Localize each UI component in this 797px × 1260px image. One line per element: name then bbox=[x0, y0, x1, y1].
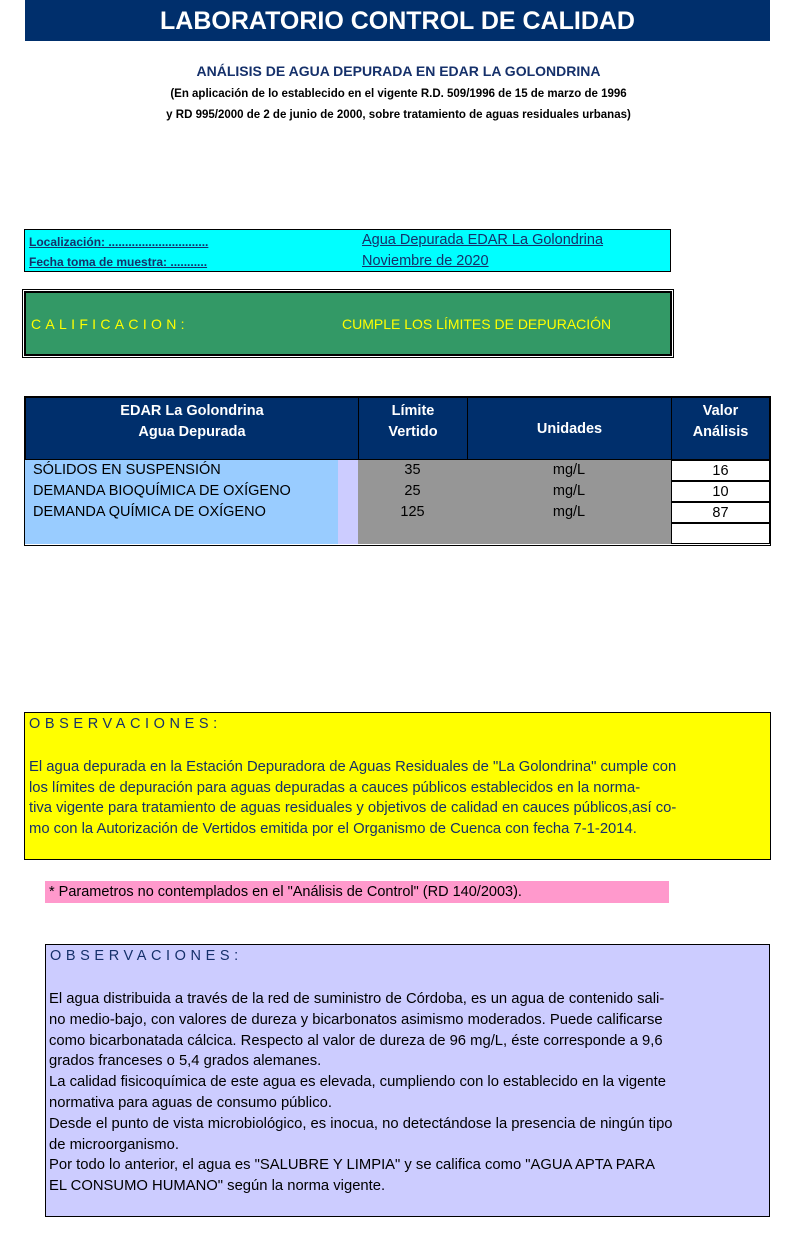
qualification-label: CALIFICACION: bbox=[31, 316, 189, 332]
table-row-parameter bbox=[25, 523, 338, 544]
location-label: Localización: .............................. bbox=[29, 235, 209, 249]
table-row-limit: 25 bbox=[358, 481, 467, 502]
observations-line: tiva vigente para tratamiento de aguas residuales y objetivos de calidad en cauces públicos,así co- bbox=[29, 800, 677, 816]
column-header-value-line2: Análisis bbox=[692, 424, 749, 440]
table-row-spacer bbox=[338, 460, 358, 481]
observations-line: normativa para aguas de consumo público. bbox=[49, 1094, 332, 1111]
table-row-limit bbox=[358, 523, 467, 544]
sample-location-box bbox=[24, 229, 671, 272]
observations-distributed-water bbox=[45, 944, 770, 1217]
table-row-value: 16 bbox=[671, 460, 770, 481]
page-title: LABORATORIO CONTROL DE CALIDAD bbox=[25, 0, 770, 41]
table-row-value: 10 bbox=[671, 481, 770, 502]
observations-line: EL CONSUMO HUMANO" según la norma vigente. bbox=[49, 1178, 386, 1195]
qualification-result: CUMPLE LOS LÍMITES DE DEPURACIÓN bbox=[342, 316, 612, 332]
footnote-parameters: * Parametros no contemplados en el "Análisis de Control" (RD 140/2003). bbox=[45, 881, 669, 903]
observations-line: La calidad fisicoquímica de este agua es elevada, cumpliendo con lo establecido en la vigente bbox=[49, 1074, 666, 1091]
table-row-spacer bbox=[338, 481, 358, 502]
column-header-limit bbox=[358, 397, 468, 460]
table-row-value: 87 bbox=[671, 502, 770, 523]
table-row-value bbox=[671, 523, 770, 544]
observations-line: El agua depurada en la Estación Depuradora de Aguas Residuales de "La Golondrina" cumple con bbox=[29, 759, 677, 775]
observations-text bbox=[29, 757, 767, 839]
table-row-units: mg/L bbox=[467, 502, 671, 523]
observations-line: Desde el punto de vista microbiológico, es inocua, no detectándose la presencia de ningún tipo bbox=[49, 1115, 673, 1132]
observations-line: Por todo lo anterior, el agua es "SALUBRE Y LIMPIA" y se califica como "AGUA APTA PARA bbox=[49, 1157, 655, 1174]
table-row-limit: 125 bbox=[358, 502, 467, 523]
table-row-spacer bbox=[338, 523, 358, 544]
column-header-limit-line1: Límite bbox=[391, 403, 435, 419]
observations-line: grados franceses o 5,4 grados alemanes. bbox=[49, 1053, 322, 1070]
table-row-parameter: DEMANDA BIOQUÍMICA DE OXÍGENO bbox=[25, 481, 338, 502]
observations-text bbox=[49, 989, 767, 1197]
table-row-units bbox=[467, 523, 671, 544]
sample-date-value: Noviembre de 2020 bbox=[362, 253, 489, 269]
qualification-box bbox=[24, 291, 672, 356]
legal-reference-line-1: (En aplicación de lo establecido en el vigente R.D. 509/1996 de 15 de marzo de 1996 bbox=[170, 88, 627, 100]
observations-line: mo con la Autorización de Vertidos emitida por el Organismo de Cuenca con fecha 7-1-2014. bbox=[29, 820, 637, 837]
table-row-parameter: DEMANDA QUÍMICA DE OXÍGENO bbox=[25, 502, 338, 523]
analysis-table bbox=[24, 396, 771, 546]
table-row-units: mg/L bbox=[467, 460, 671, 481]
table-row-limit: 35 bbox=[358, 460, 467, 481]
location-value: Agua Depurada EDAR La Golondrina bbox=[362, 232, 604, 248]
column-header-parameter-line2: Agua Depurada bbox=[138, 424, 246, 440]
observations-line: no medio-bajo, con valores de dureza y bicarbonatos asimismo moderados. Puede calificarse bbox=[49, 1011, 663, 1028]
observations-treated-water bbox=[24, 712, 771, 860]
column-header-value bbox=[671, 397, 770, 460]
table-row-spacer bbox=[338, 502, 358, 523]
column-header-value-line1: Valor bbox=[702, 403, 739, 419]
observations-title: OBSERVACIONES: bbox=[50, 948, 243, 964]
observations-line: los límites de depuración para aguas depuradas a cauces públicos establecidos en la norma- bbox=[29, 779, 641, 796]
table-row-parameter: SÓLIDOS EN SUSPENSIÓN bbox=[25, 460, 338, 481]
observations-line: como bicarbonatada cálcica. Respecto al valor de dureza de 96 mg/L, éste corresponde a 9,6 bbox=[49, 1032, 663, 1049]
legal-reference-line-2: y RD 995/2000 de 2 de junio de 2000, sobre tratamiento de aguas residuales urbanas) bbox=[166, 109, 631, 121]
column-header-parameter-line1: EDAR La Golondrina bbox=[120, 403, 264, 419]
observations-line: El agua distribuida a través de la red de suministro de Córdoba, es un agua de contenido sali- bbox=[49, 991, 665, 1007]
observations-line: de microorganismo. bbox=[49, 1136, 179, 1153]
observations-title: OBSERVACIONES: bbox=[29, 716, 222, 732]
column-header-parameter bbox=[25, 397, 359, 460]
sample-date-label: Fecha toma de muestra: ........... bbox=[29, 255, 208, 269]
column-header-units: Unidades bbox=[467, 397, 672, 460]
report-subtitle: ANÁLISIS DE AGUA DEPURADA EN EDAR LA GOLONDRINA bbox=[196, 63, 601, 79]
table-row-units: mg/L bbox=[467, 481, 671, 502]
column-header-limit-line2: Vertido bbox=[388, 424, 438, 440]
